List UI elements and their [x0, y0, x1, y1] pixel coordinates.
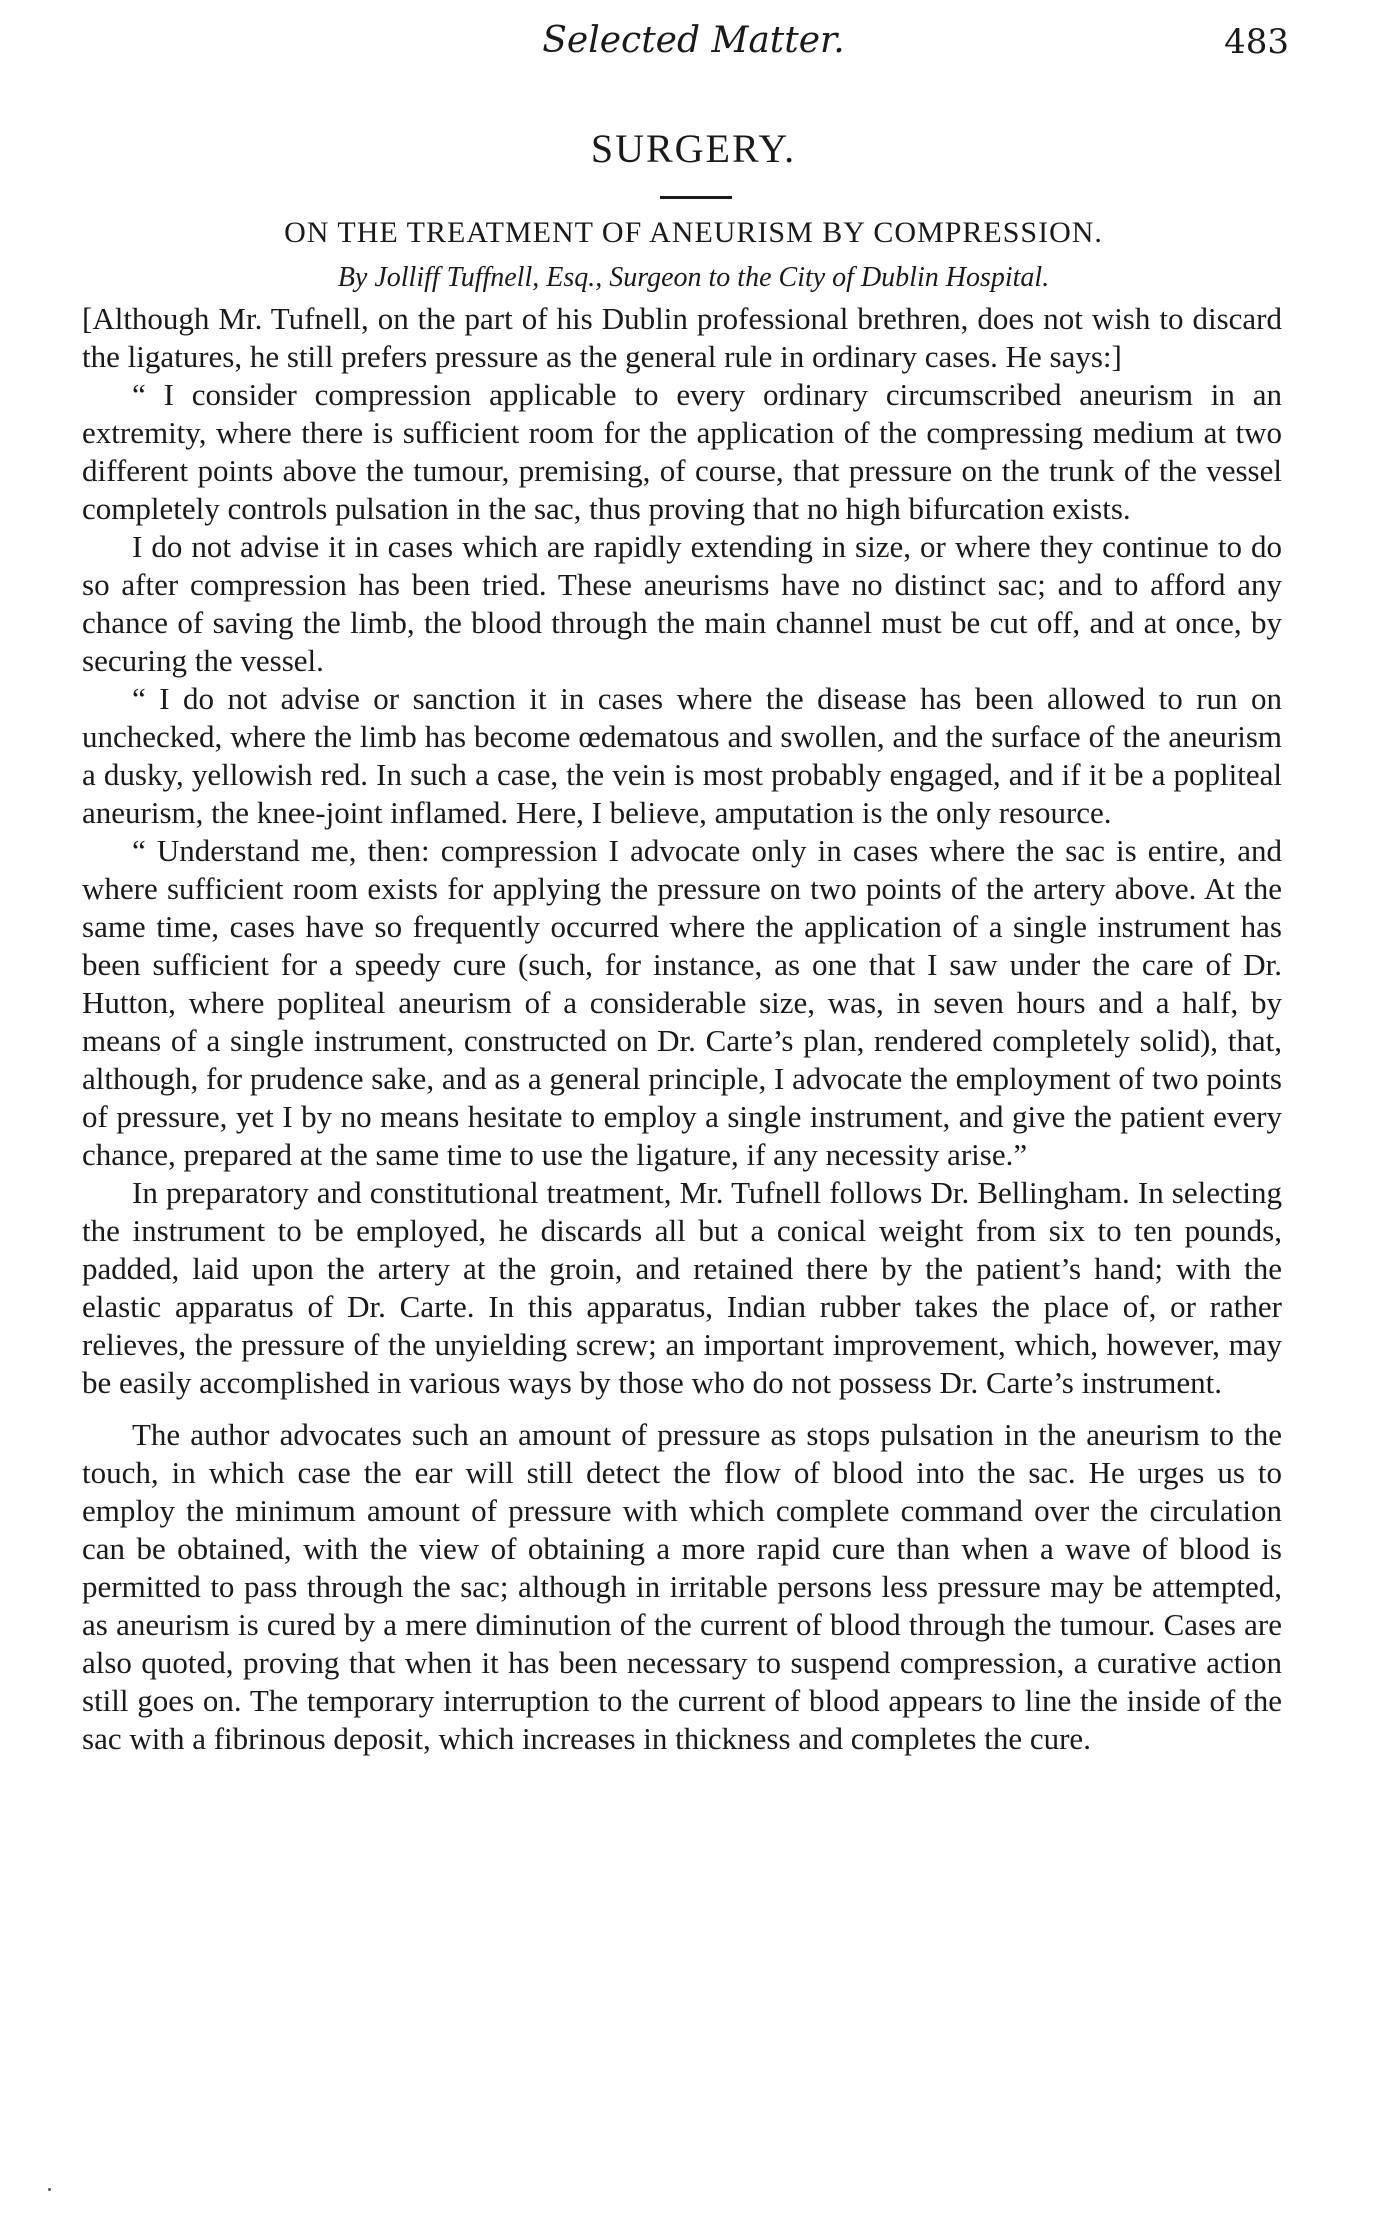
byline: By Jolliff Tuffnell, Esq., Surgeon to the City of Dublin Hospital.: [337, 262, 1050, 293]
paragraph: In preparatory and constitutional treatment, Mr. Tufnell follows Dr. Bellingham. In selecting the instrument to be employed, he discards all but a conical weight from six to ten pounds, padded, laid upon the artery at the groin, and retained there by the patient’s hand; with the elastic apparatus of Dr. Carte. In this apparatus, Indian rubber takes the place of, or rather relieves, the pressure of the unyielding screw; an important improvement, which, however, may be easily accomplished in various ways by those who do not possess Dr. Carte’s instrument.: [82, 1175, 1282, 1400]
page-number: 483: [1224, 22, 1289, 62]
paragraph: I do not advise it in cases which are rapidly extending in size, or where they continue to do so after compression has been tried. These aneurisms have no distinct sac; and to afford any chance of saving the limb, the blood through the main channel must be cut off, and at once, by securing the vessel.: [82, 529, 1282, 678]
title-rule: [660, 196, 732, 199]
paragraph: “ I consider compression applicable to every ordinary circumscribed aneurism in an extremity, where there is sufficient room for the application of the compressing medium at two different points above the tumour, premising, of course, that pressure on the trunk of the vessel completely controls pulsation in the sac, thus proving that no high bifurcation exists.: [82, 377, 1282, 526]
paragraph: “ I do not advise or sanction it in cases where the disease has been allowed to run on unchecked, where the limb has become œdematous and swollen, and the surface of the aneurism a dusky, yellowish red. In such a case, the vein is most probably engaged, and if it be a popliteal aneurism, the knee-joint inflamed. Here, I believe, amputation is the only resource.: [82, 681, 1282, 830]
margin-mark: [48, 2188, 51, 2191]
paragraph: The author advocates such an amount of pressure as stops pulsation in the aneurism to the touch, in which case the ear will still detect the flow of blood into the sac. He urges us to employ the minimum amount of pressure with which complete command over the circulation can be obtained, with the view of obtaining a more rapid cure than when a wave of blood is permitted to pass through the sac; although in irritable persons less pressure may be attempted, as aneurism is cured by a mere diminution of the current of blood through the tumour. Cases are also quoted, proving that when it has been necessary to suspend compression, a curative action still goes on. The temporary interruption to the current of blood appears to line the inside of the sac with a fibrinous deposit, which increases in thickness and completes the cure.: [82, 1417, 1282, 1756]
section-title: SURGERY.: [590, 126, 797, 171]
article-body: [82, 300, 1282, 1758]
paragraph-intro: [Although Mr. Tufnell, on the part of his Dublin professional brethren, does not wish to discard the ligatures, he still prefers pressure as the general rule in ordinary cases. He says:]: [82, 301, 1282, 374]
paragraph: “ Understand me, then: compression I advocate only in cases where the sac is entire, and where sufficient room exists for applying the pressure on two points of the artery above. At the same time, cases have so frequently occurred where the application of a single instrument has been sufficient for a speedy cure (such, for instance, as one that I saw under the care of Dr. Hutton, where popliteal aneurism of a considerable size, was, in seven hours and a half, by means of a single instrument, constructed on Dr. Carte’s plan, rendered completely solid), that, although, for prudence sake, and as a general principle, I advocate the employment of two points of pressure, yet I by no means hesitate to employ a single instrument, and give the patient every chance, prepared at the same time to use the ligature, if any necessity arise.”: [82, 833, 1282, 1172]
article-title: ON THE TREATMENT OF ANEURISM BY COMPRESSION.: [284, 216, 1103, 249]
running-title: Selected Matter.: [542, 20, 845, 61]
running-head: [0, 20, 1387, 90]
